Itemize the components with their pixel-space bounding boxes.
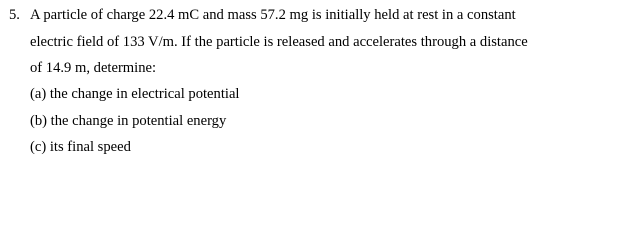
part-a: (a) the change in electrical potential	[30, 86, 240, 102]
problem-text-line-1: A particle of charge 22.4 mC and mass 57.2 mg is initially held at rest in a constant	[30, 7, 516, 23]
part-c: (c) its final speed	[30, 139, 131, 155]
problem-text-line-2: electric field of 133 V/m. If the particle is released and accelerates through a distance	[30, 34, 528, 50]
part-b: (b) the change in potential energy	[30, 113, 227, 129]
problem-text-line-3: of 14.9 m, determine:	[30, 60, 157, 76]
problem-number: 5.	[9, 7, 20, 23]
